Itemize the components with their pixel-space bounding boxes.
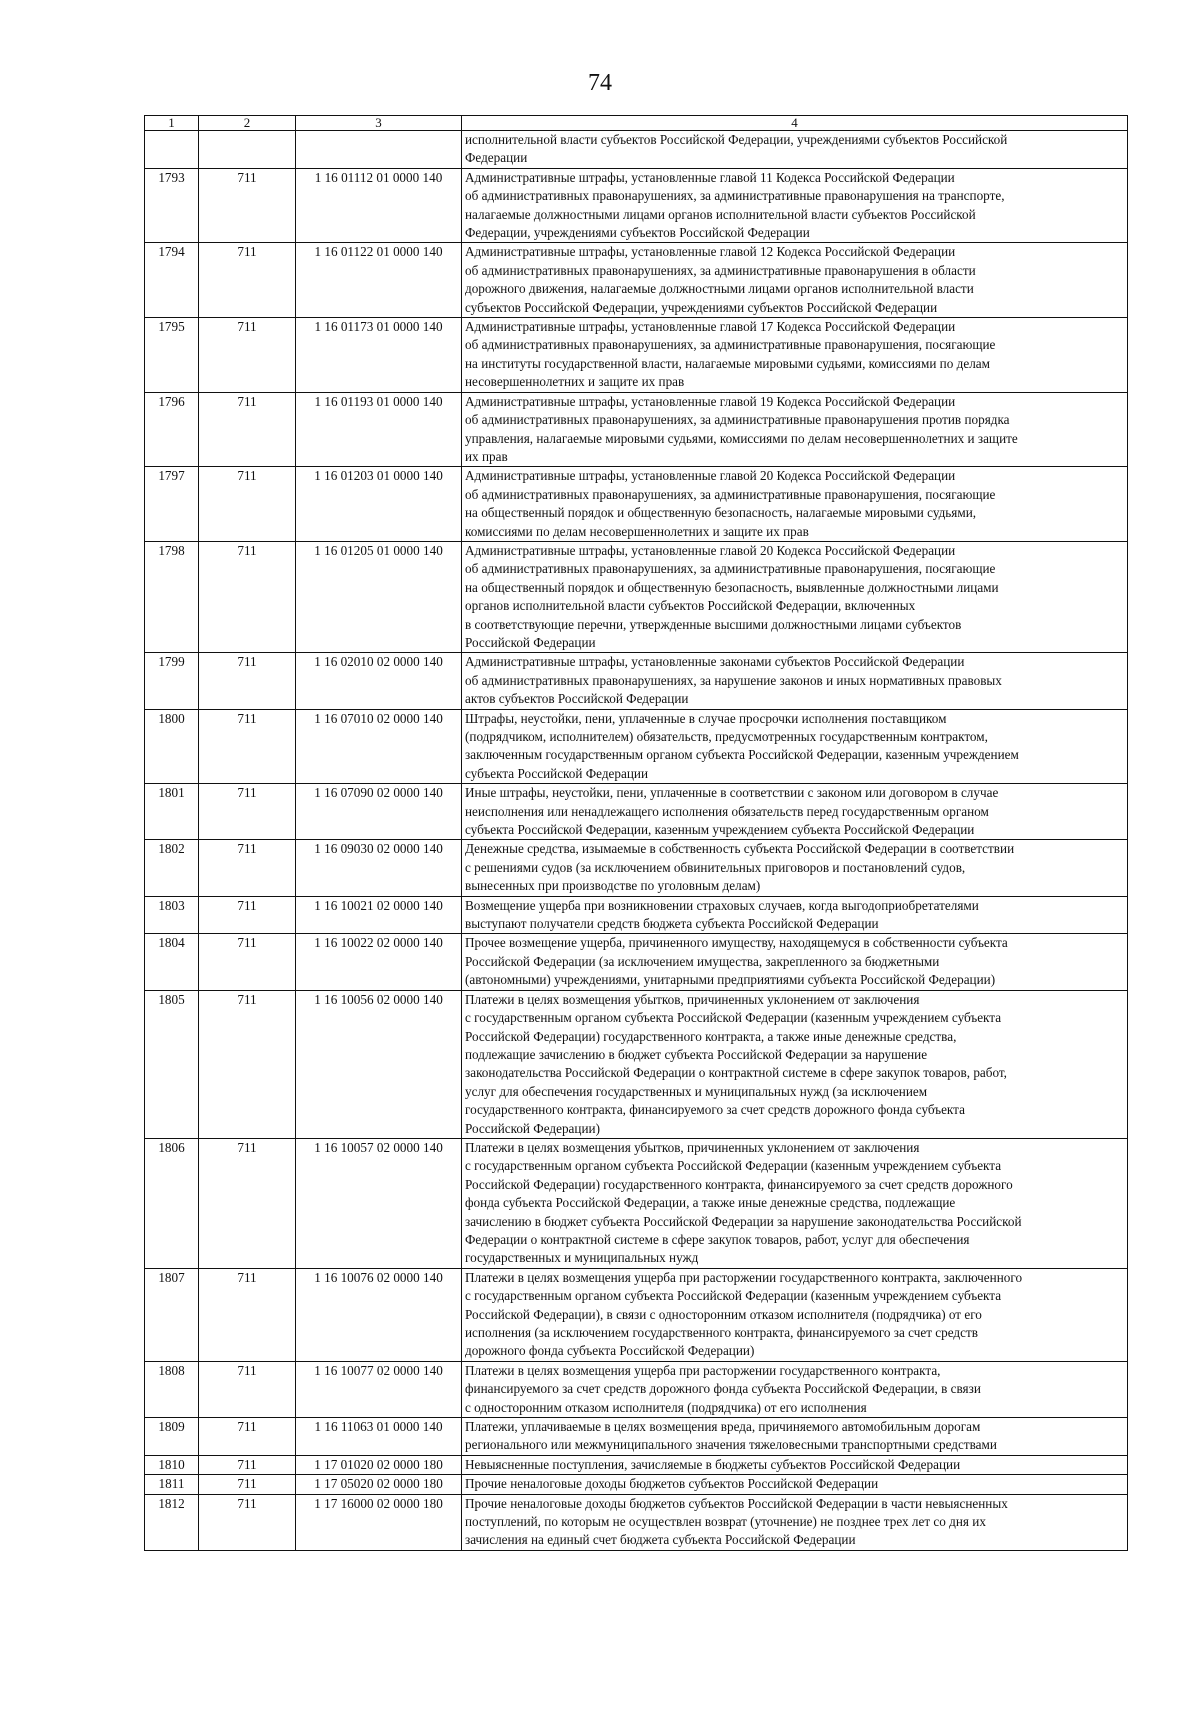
budget-code: 1 16 01203 01 0000 140 <box>296 467 462 542</box>
table-row <box>145 1138 1128 1268</box>
row-description: Иные штрафы, неустойки, пени, уплаченные в соответствии с законом или договором в случае неисполнения или ненадлежащего исполнения обязательств перед государственным органом субъекта Российской Федерации, казенным учреждением субъекта Российской Федерации <box>462 784 1128 840</box>
header-col-1: 1 <box>145 116 199 131</box>
budget-code: 1 16 07090 02 0000 140 <box>296 784 462 840</box>
admin-code: 711 <box>199 709 296 784</box>
revenue-codes-table <box>144 115 1128 1551</box>
row-number: 1807 <box>145 1268 199 1361</box>
row-description: Административные штрафы, установленные главой 20 Кодекса Российской Федерации об административных правонарушениях, за административные правонарушения, посягающие на общественный порядок и общественную безопасность, налагаемые мировыми судьями, комиссиями по делам несовершеннолетних и защите их прав <box>462 467 1128 542</box>
row-number: 1803 <box>145 896 199 934</box>
row-description: Административные штрафы, установленные главой 20 Кодекса Российской Федерации об административных правонарушениях, за административные правонарушения, посягающие на общественный порядок и общественную безопасность, выявленные должностными лицами органов исполнительной власти субъектов Российской Федерации, включенных в соответствующие перечни, утвержденные высшими должностными лицами субъектов Российской Федерации <box>462 541 1128 652</box>
budget-code: 1 17 01020 02 0000 180 <box>296 1455 462 1474</box>
row-description: Административные штрафы, установленные главой 19 Кодекса Российской Федерации об административных правонарушениях, за административные правонарушения против порядка управления, налагаемые мировыми судьями, комиссиями по делам несовершеннолетних и защите их прав <box>462 392 1128 467</box>
budget-code: 1 16 10077 02 0000 140 <box>296 1361 462 1417</box>
row-description: Платежи в целях возмещения ущерба при расторжении государственного контракта, заключенного с государственным органом субъекта Российской Федерации (казенным учреждением субъекта Российской Федерации), в связи с односторонним отказом исполнителя (подрядчика) от его исполнения (за исключением государственного контракта, финансируемого за счет средств дорожного фонда субъекта Российской Федерации) <box>462 1268 1128 1361</box>
table-row <box>145 1475 1128 1494</box>
budget-code: 1 16 01173 01 0000 140 <box>296 318 462 393</box>
admin-code: 711 <box>199 990 296 1138</box>
header-col-4: 4 <box>462 116 1128 131</box>
admin-code: 711 <box>199 1475 296 1494</box>
row-description: Возмещение ущерба при возникновении страховых случаев, когда выгодоприобретателями выступают получатели средств бюджета субъекта Российской Федерации <box>462 896 1128 934</box>
row-description: Прочее возмещение ущерба, причиненного имуществу, находящемуся в собственности субъекта Российской Федерации (за исключением имущества, закрепленного за бюджетными (автономными) учреждениями, унитарными предприятиями субъекта Российской Федерации) <box>462 934 1128 990</box>
row-number: 1808 <box>145 1361 199 1417</box>
row-description: Денежные средства, изымаемые в собственность субъекта Российской Федерации в соответствии с решениями судов (за исключением обвинительных приговоров и постановлений судов, вынесенных при производстве по уголовным делам) <box>462 840 1128 896</box>
row-description: Административные штрафы, установленные законами субъектов Российской Федерации об административных правонарушениях, за нарушение законов и иных нормативных правовых актов субъектов Российской Федерации <box>462 653 1128 709</box>
table-row <box>145 1361 1128 1417</box>
budget-code: 1 16 01205 01 0000 140 <box>296 541 462 652</box>
admin-code: 711 <box>199 541 296 652</box>
row-description: Платежи в целях возмещения убытков, причиненных уклонением от заключения с государственным органом субъекта Российской Федерации (казенным учреждением субъекта Российской Федерации) государственного контракта, финансируемого за счет средств дорожного фонда субъекта Российской Федерации, а также иные денежные средства, подлежащие зачислению в бюджет субъекта Российской Федерации за нарушение законодательства Российской Федерации о контрактной системе в сфере закупок товаров, работ, услуг для обеспечения государственных и муниципальных нужд <box>462 1138 1128 1268</box>
budget-code <box>296 131 462 169</box>
row-description: Невыясненные поступления, зачисляемые в бюджеты субъектов Российской Федерации <box>462 1455 1128 1474</box>
admin-code: 711 <box>199 784 296 840</box>
admin-code: 711 <box>199 1494 296 1550</box>
row-number: 1801 <box>145 784 199 840</box>
admin-code <box>199 131 296 169</box>
table-row <box>145 1494 1128 1550</box>
row-number: 1804 <box>145 934 199 990</box>
budget-code: 1 16 10021 02 0000 140 <box>296 896 462 934</box>
admin-code: 711 <box>199 1361 296 1417</box>
admin-code: 711 <box>199 392 296 467</box>
row-number: 1794 <box>145 243 199 318</box>
row-number: 1795 <box>145 318 199 393</box>
row-description: Платежи, уплачиваемые в целях возмещения вреда, причиняемого автомобильным дорогам регионального или межмуниципального значения тяжеловесными транспортными средствами <box>462 1418 1128 1456</box>
row-description: Административные штрафы, установленные главой 12 Кодекса Российской Федерации об административных правонарушениях, за административные правонарушения в области дорожного движения, налагаемые должностными лицами органов исполнительной власти субъектов Российской Федерации, учреждениями субъектов Российской Федерации <box>462 243 1128 318</box>
row-number: 1805 <box>145 990 199 1138</box>
row-number: 1802 <box>145 840 199 896</box>
budget-code: 1 16 10056 02 0000 140 <box>296 990 462 1138</box>
budget-code: 1 16 02010 02 0000 140 <box>296 653 462 709</box>
budget-code: 1 17 16000 02 0000 180 <box>296 1494 462 1550</box>
table-row <box>145 467 1128 542</box>
table-row <box>145 541 1128 652</box>
row-number: 1810 <box>145 1455 199 1474</box>
admin-code: 711 <box>199 318 296 393</box>
table-row <box>145 168 1128 243</box>
table-row <box>145 1268 1128 1361</box>
row-description: Административные штрафы, установленные главой 17 Кодекса Российской Федерации об административных правонарушениях, за административные правонарушения, посягающие на институты государственной власти, налагаемые мировыми судьями, комиссиями по делам несовершеннолетних и защите их прав <box>462 318 1128 393</box>
table-row <box>145 653 1128 709</box>
table-row <box>145 934 1128 990</box>
table-row <box>145 840 1128 896</box>
table-row <box>145 131 1128 169</box>
row-number: 1797 <box>145 467 199 542</box>
admin-code: 711 <box>199 1418 296 1456</box>
admin-code: 711 <box>199 896 296 934</box>
budget-code: 1 16 07010 02 0000 140 <box>296 709 462 784</box>
admin-code: 711 <box>199 1455 296 1474</box>
row-number: 1796 <box>145 392 199 467</box>
budget-code: 1 16 01122 01 0000 140 <box>296 243 462 318</box>
row-number: 1800 <box>145 709 199 784</box>
budget-code: 1 16 09030 02 0000 140 <box>296 840 462 896</box>
row-number: 1811 <box>145 1475 199 1494</box>
row-description: Платежи в целях возмещения ущерба при расторжении государственного контракта, финансируемого за счет средств дорожного фонда субъекта Российской Федерации, в связи с односторонним отказом исполнителя (подрядчика) от его исполнения <box>462 1361 1128 1417</box>
row-number: 1793 <box>145 168 199 243</box>
table-row <box>145 990 1128 1138</box>
header-col-3: 3 <box>296 116 462 131</box>
table-header-row <box>145 116 1128 131</box>
table-row <box>145 784 1128 840</box>
table-row <box>145 1455 1128 1474</box>
row-description: Прочие неналоговые доходы бюджетов субъектов Российской Федерации в части невыясненных поступлений, по которым не осуществлен возврат (уточнение) не позднее трех лет со дня их зачисления на единый счет бюджета субъекта Российской Федерации <box>462 1494 1128 1550</box>
row-description: исполнительной власти субъектов Российской Федерации, учреждениями субъектов Российской Федерации <box>462 131 1128 169</box>
admin-code: 711 <box>199 653 296 709</box>
admin-code: 711 <box>199 1138 296 1268</box>
budget-code: 1 16 10022 02 0000 140 <box>296 934 462 990</box>
budget-code: 1 16 11063 01 0000 140 <box>296 1418 462 1456</box>
table-row <box>145 1418 1128 1456</box>
admin-code: 711 <box>199 934 296 990</box>
row-description: Административные штрафы, установленные главой 11 Кодекса Российской Федерации об административных правонарушениях, за административные правонарушения на транспорте, налагаемые должностными лицами органов исполнительной власти субъектов Российской Федерации, учреждениями субъектов Российской Федерации <box>462 168 1128 243</box>
row-number: 1809 <box>145 1418 199 1456</box>
table-row <box>145 896 1128 934</box>
budget-code: 1 16 01193 01 0000 140 <box>296 392 462 467</box>
admin-code: 711 <box>199 467 296 542</box>
admin-code: 711 <box>199 243 296 318</box>
admin-code: 711 <box>199 840 296 896</box>
row-number: 1812 <box>145 1494 199 1550</box>
admin-code: 711 <box>199 168 296 243</box>
row-description: Платежи в целях возмещения убытков, причиненных уклонением от заключения с государственным органом субъекта Российской Федерации (казенным учреждением субъекта Российской Федерации) государственного контракта, а также иные денежные средства, подлежащие зачислению в бюджет субъекта Российской Федерации за нарушение законодательства Российской Федерации о контрактной системе в сфере закупок товаров, работ, услуг для обеспечения государственных и муниципальных нужд (за исключением государственного контракта, финансируемого за счет средств дорожного фонда субъекта Российской Федерации) <box>462 990 1128 1138</box>
row-description: Прочие неналоговые доходы бюджетов субъектов Российской Федерации <box>462 1475 1128 1494</box>
budget-code: 1 17 05020 02 0000 180 <box>296 1475 462 1494</box>
table-row <box>145 243 1128 318</box>
header-col-2: 2 <box>199 116 296 131</box>
row-number <box>145 131 199 169</box>
table-row <box>145 392 1128 467</box>
row-description: Штрафы, неустойки, пени, уплаченные в случае просрочки исполнения поставщиком (подрядчиком, исполнителем) обязательств, предусмотренных государственным контрактом, заключенным государственным органом субъекта Российской Федерации, казенным учреждением субъекта Российской Федерации <box>462 709 1128 784</box>
budget-code: 1 16 10076 02 0000 140 <box>296 1268 462 1361</box>
budget-code: 1 16 10057 02 0000 140 <box>296 1138 462 1268</box>
table-row <box>145 318 1128 393</box>
page-number: 74 <box>588 70 612 96</box>
budget-code: 1 16 01112 01 0000 140 <box>296 168 462 243</box>
admin-code: 711 <box>199 1268 296 1361</box>
row-number: 1799 <box>145 653 199 709</box>
table-row <box>145 709 1128 784</box>
row-number: 1806 <box>145 1138 199 1268</box>
row-number: 1798 <box>145 541 199 652</box>
table-body <box>145 131 1128 1551</box>
